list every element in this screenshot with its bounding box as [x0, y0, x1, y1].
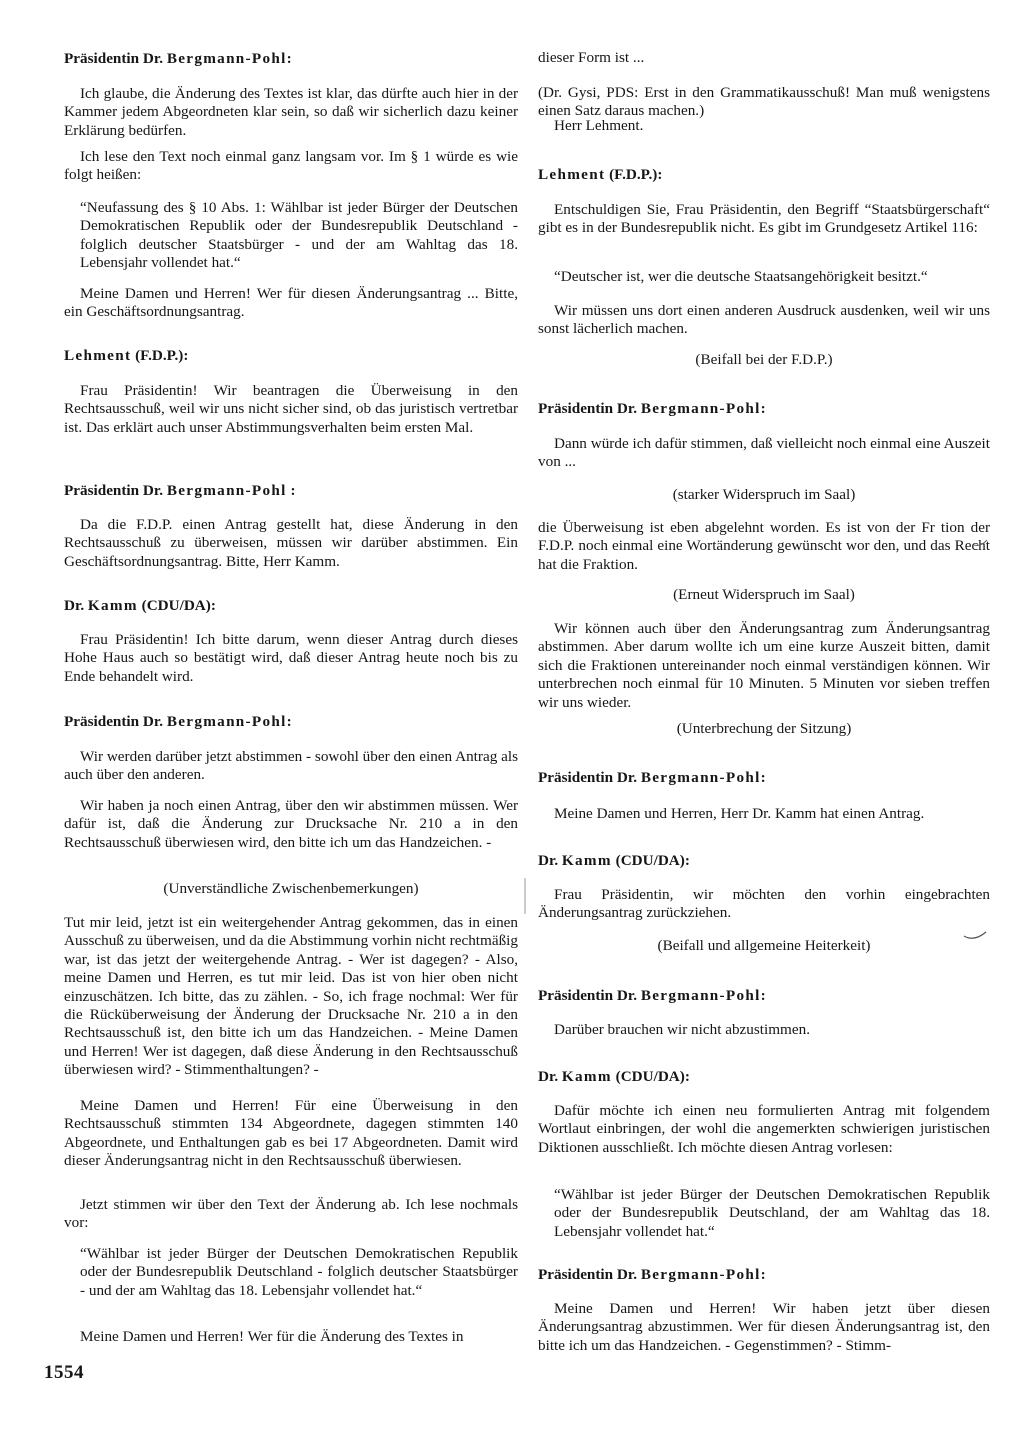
paragraph: Da die F.D.P. einen Antrag gestellt hat, diese Änderung in den Rechtsausschuß zu überweisen, müssen wir darüber abstimmen. Ein Geschäftsordnungsantrag. Bitte, Herr Kamm.	[64, 516, 518, 570]
speaker-heading: Präsidentin Dr. Bergmann-Pohl:	[538, 1266, 766, 1283]
stage-direction: (Beifall bei der F.D.P.)	[695, 351, 833, 368]
quotation: “Neufassung des § 10 Abs. 1: Wählbar ist jeder Bürger der Deutschen Demokratischen Republik oder der Bundesrepublik Deutschland - folglich deutscher Staatsbürger - und der am Wahltag das 18. Lebensjahr vollendet hat.“	[80, 199, 518, 272]
paragraph: Frau Präsidentin! Wir beantragen die Überweisung in den Rechtsausschuß, weil wir uns nicht sicher sind, ob das juristisch vertretbar ist. Das erklärt auch unser Abstimmungsverhalten beim ersten Mal.	[64, 382, 518, 436]
speaker-heading: Präsidentin Dr. Bergmann-Pohl:	[538, 400, 766, 417]
speaker-heading: Präsidentin Dr. Bergmann-Pohl:	[64, 713, 292, 730]
speaker-heading: Dr. Kamm (CDU/DA):	[538, 852, 690, 869]
paragraph: die Überweisung ist eben abgelehnt worden. Es ist von der Fr tion der F.D.P. noch einmal eine Wortänderung gewünscht wor den, und das Recht hat die Fraktion.	[538, 519, 990, 573]
paragraph: Meine Damen und Herren! Wer für diesen Änderungsantrag ... Bitte, ein Geschäftsordnungsantrag.	[64, 285, 518, 321]
paragraph: Wir müssen uns dort einen anderen Ausdruck ausdenken, weil wir uns sonst lächerlich machen.	[538, 302, 990, 338]
paragraph: Meine Damen und Herren! Wir haben jetzt über diesen Änderungsantrag abzustimmen. Wer für diesen Änderungsantrag ist, den bitte ich um das Handzeichen. - Gegenstimmen? - Stimm-	[538, 1300, 990, 1354]
page-number: 1554	[44, 1362, 84, 1383]
paragraph: Dann würde ich dafür stimmen, daß vielleicht noch einmal eine Auszeit von ...	[538, 435, 990, 471]
paragraph: Dafür möchte ich einen neu formulierten Antrag mit folgendem Wortlaut einbringen, der wohl die angemerkten schwierigen juristischen Diktionen ausschließt. Ich möchte diesen Antrag vorlesen:	[538, 1102, 990, 1156]
paragraph: Herr Lehment.	[554, 117, 644, 134]
stage-direction: (starker Widerspruch im Saal)	[672, 486, 856, 503]
stage-direction: (Beifall und allgemeine Heiterkeit)	[657, 937, 871, 954]
stage-direction: (Unverständliche Zwischenbemerkungen)	[163, 880, 419, 897]
quotation: “Wählbar ist jeder Bürger der Deutschen Demokratischen Republik oder der Bundesrepublik Deutschland, der am Wahltag das 18. Lebensjahr vollendet hat.“	[554, 1186, 990, 1240]
paragraph: Darüber brauchen wir nicht abzustimmen.	[554, 1021, 810, 1038]
speaker-heading: Lehment (F.D.P.):	[538, 166, 663, 183]
paragraph: Tut mir leid, jetzt ist ein weitergehender Antrag gekommen, das in einen Ausschuß zu überweisen, und da die Abstimmung vorhin nicht rechtmäßig war, ist das jetzt der weitergehende Antrag. - Wer ist dagegen? - Also, meine Damen und Herren, es tut mir leid. Das ist von hier oben nicht einzuschätzen. Ich bitte, das zu zählen. - So, ich frage nochmal: Wer für die Rücküberweisung der Änderung der Drucksache Nr. 210 a in den Rechtsausschuß ist, den bitte ich um das Handzeichen. - Meine Damen und Herren! Wer ist dagegen, daß diese Änderung in den Rechtsausschuß überwiesen wird? - Stimmenthaltungen? -	[64, 914, 518, 1079]
paragraph: Entschuldigen Sie, Frau Präsidentin, den Begriff “Staatsbürgerschaft“ gibt es in der Bundesrepublik nicht. Es gibt im Grundgesetz Artikel 116:	[538, 201, 990, 237]
quotation: “Wählbar ist jeder Bürger der Deutschen Demokratischen Republik oder der Bundesrepublik Deutschland - folglich deutscher Staatsbürger - und der am Wahltag das 18. Lebensjahr vollendet hat.“	[80, 1245, 518, 1299]
ink-mark	[962, 926, 990, 942]
speaker-heading: Lehment (F.D.P.):	[64, 347, 189, 364]
paragraph: Meine Damen und Herren! Wer für die Änderung des Textes in	[80, 1328, 464, 1345]
ink-mark	[972, 535, 990, 549]
paragraph: dieser Form ist ...	[538, 49, 645, 66]
speaker-heading: Präsidentin Dr. Bergmann-Pohl:	[538, 987, 766, 1004]
speaker-heading: Präsidentin Dr. Bergmann-Pohl:	[64, 50, 292, 67]
interjection: (Dr. Gysi, PDS: Erst in den Grammatikausschuß! Man muß wenigstens einen Satz daraus machen.)	[538, 84, 990, 120]
paragraph: Wir werden darüber jetzt abstimmen - sowohl über den einen Antrag als auch über den anderen.	[64, 748, 518, 784]
paragraph: Jetzt stimmen wir über den Text der Änderung ab. Ich lese nochmals vor:	[64, 1196, 518, 1232]
speaker-heading: Präsidentin Dr. Bergmann-Pohl :	[64, 482, 296, 499]
speaker-heading: Präsidentin Dr. Bergmann-Pohl:	[538, 769, 766, 786]
stage-direction: (Unterbrechung der Sitzung)	[676, 720, 852, 737]
margin-mark	[522, 876, 528, 916]
paragraph: Ich lese den Text noch einmal ganz langsam vor. Im § 1 würde es wie folgt heißen:	[64, 148, 518, 184]
paragraph: Frau Präsidentin, wir möchten den vorhin eingebrachten Änderungsantrag zurückziehen.	[538, 886, 990, 922]
paragraph: Ich glaube, die Änderung des Textes ist klar, das dürfte auch hier in der Kammer jedem Abgeordneten klar sein, so daß wir sicherlich dazu keiner Erklärung bedürfen.	[64, 85, 518, 139]
speaker-heading: Dr. Kamm (CDU/DA):	[64, 597, 216, 614]
speaker-heading: Dr. Kamm (CDU/DA):	[538, 1068, 690, 1085]
paragraph: Meine Damen und Herren, Herr Dr. Kamm hat einen Antrag.	[554, 805, 925, 822]
paragraph: Wir haben ja noch einen Antrag, über den wir abstimmen müssen. Wer dafür ist, daß die Änderung zur Drucksache Nr. 210 a in den Rechtsausschuß überwiesen wird, den bitte ich um das Handzeichen. -	[64, 797, 518, 851]
paragraph: Meine Damen und Herren! Für eine Überweisung in den Rechtsausschuß stimmten 134 Abgeordnete, dagegen stimmten 140 Abgeordnete, und Enthaltungen gab es bei 17 Abgeordneten. Damit wird dieser Änderungsantrag nicht in den Rechtsausschuß überwiesen.	[64, 1097, 518, 1170]
stage-direction: (Erneut Widerspruch im Saal)	[673, 586, 855, 603]
quotation: “Deutscher ist, wer die deutsche Staatsangehörigkeit besitzt.“	[554, 268, 928, 285]
paragraph: Frau Präsidentin! Ich bitte darum, wenn dieser Antrag durch dieses Hohe Haus auch so bestätigt wird, daß dieser Antrag heute noch bis zu Ende behandelt wird.	[64, 631, 518, 685]
paragraph: Wir können auch über den Änderungsantrag zum Änderungsantrag abstimmen. Aber darum wollte ich um eine kurze Auszeit bitten, damit sich die Fraktionen untereinander noch einmal verständigen können. Wir unterbrechen noch einmal für 10 Minuten. 5 Minuten vor sieben treffen wir uns wieder.	[538, 620, 990, 711]
